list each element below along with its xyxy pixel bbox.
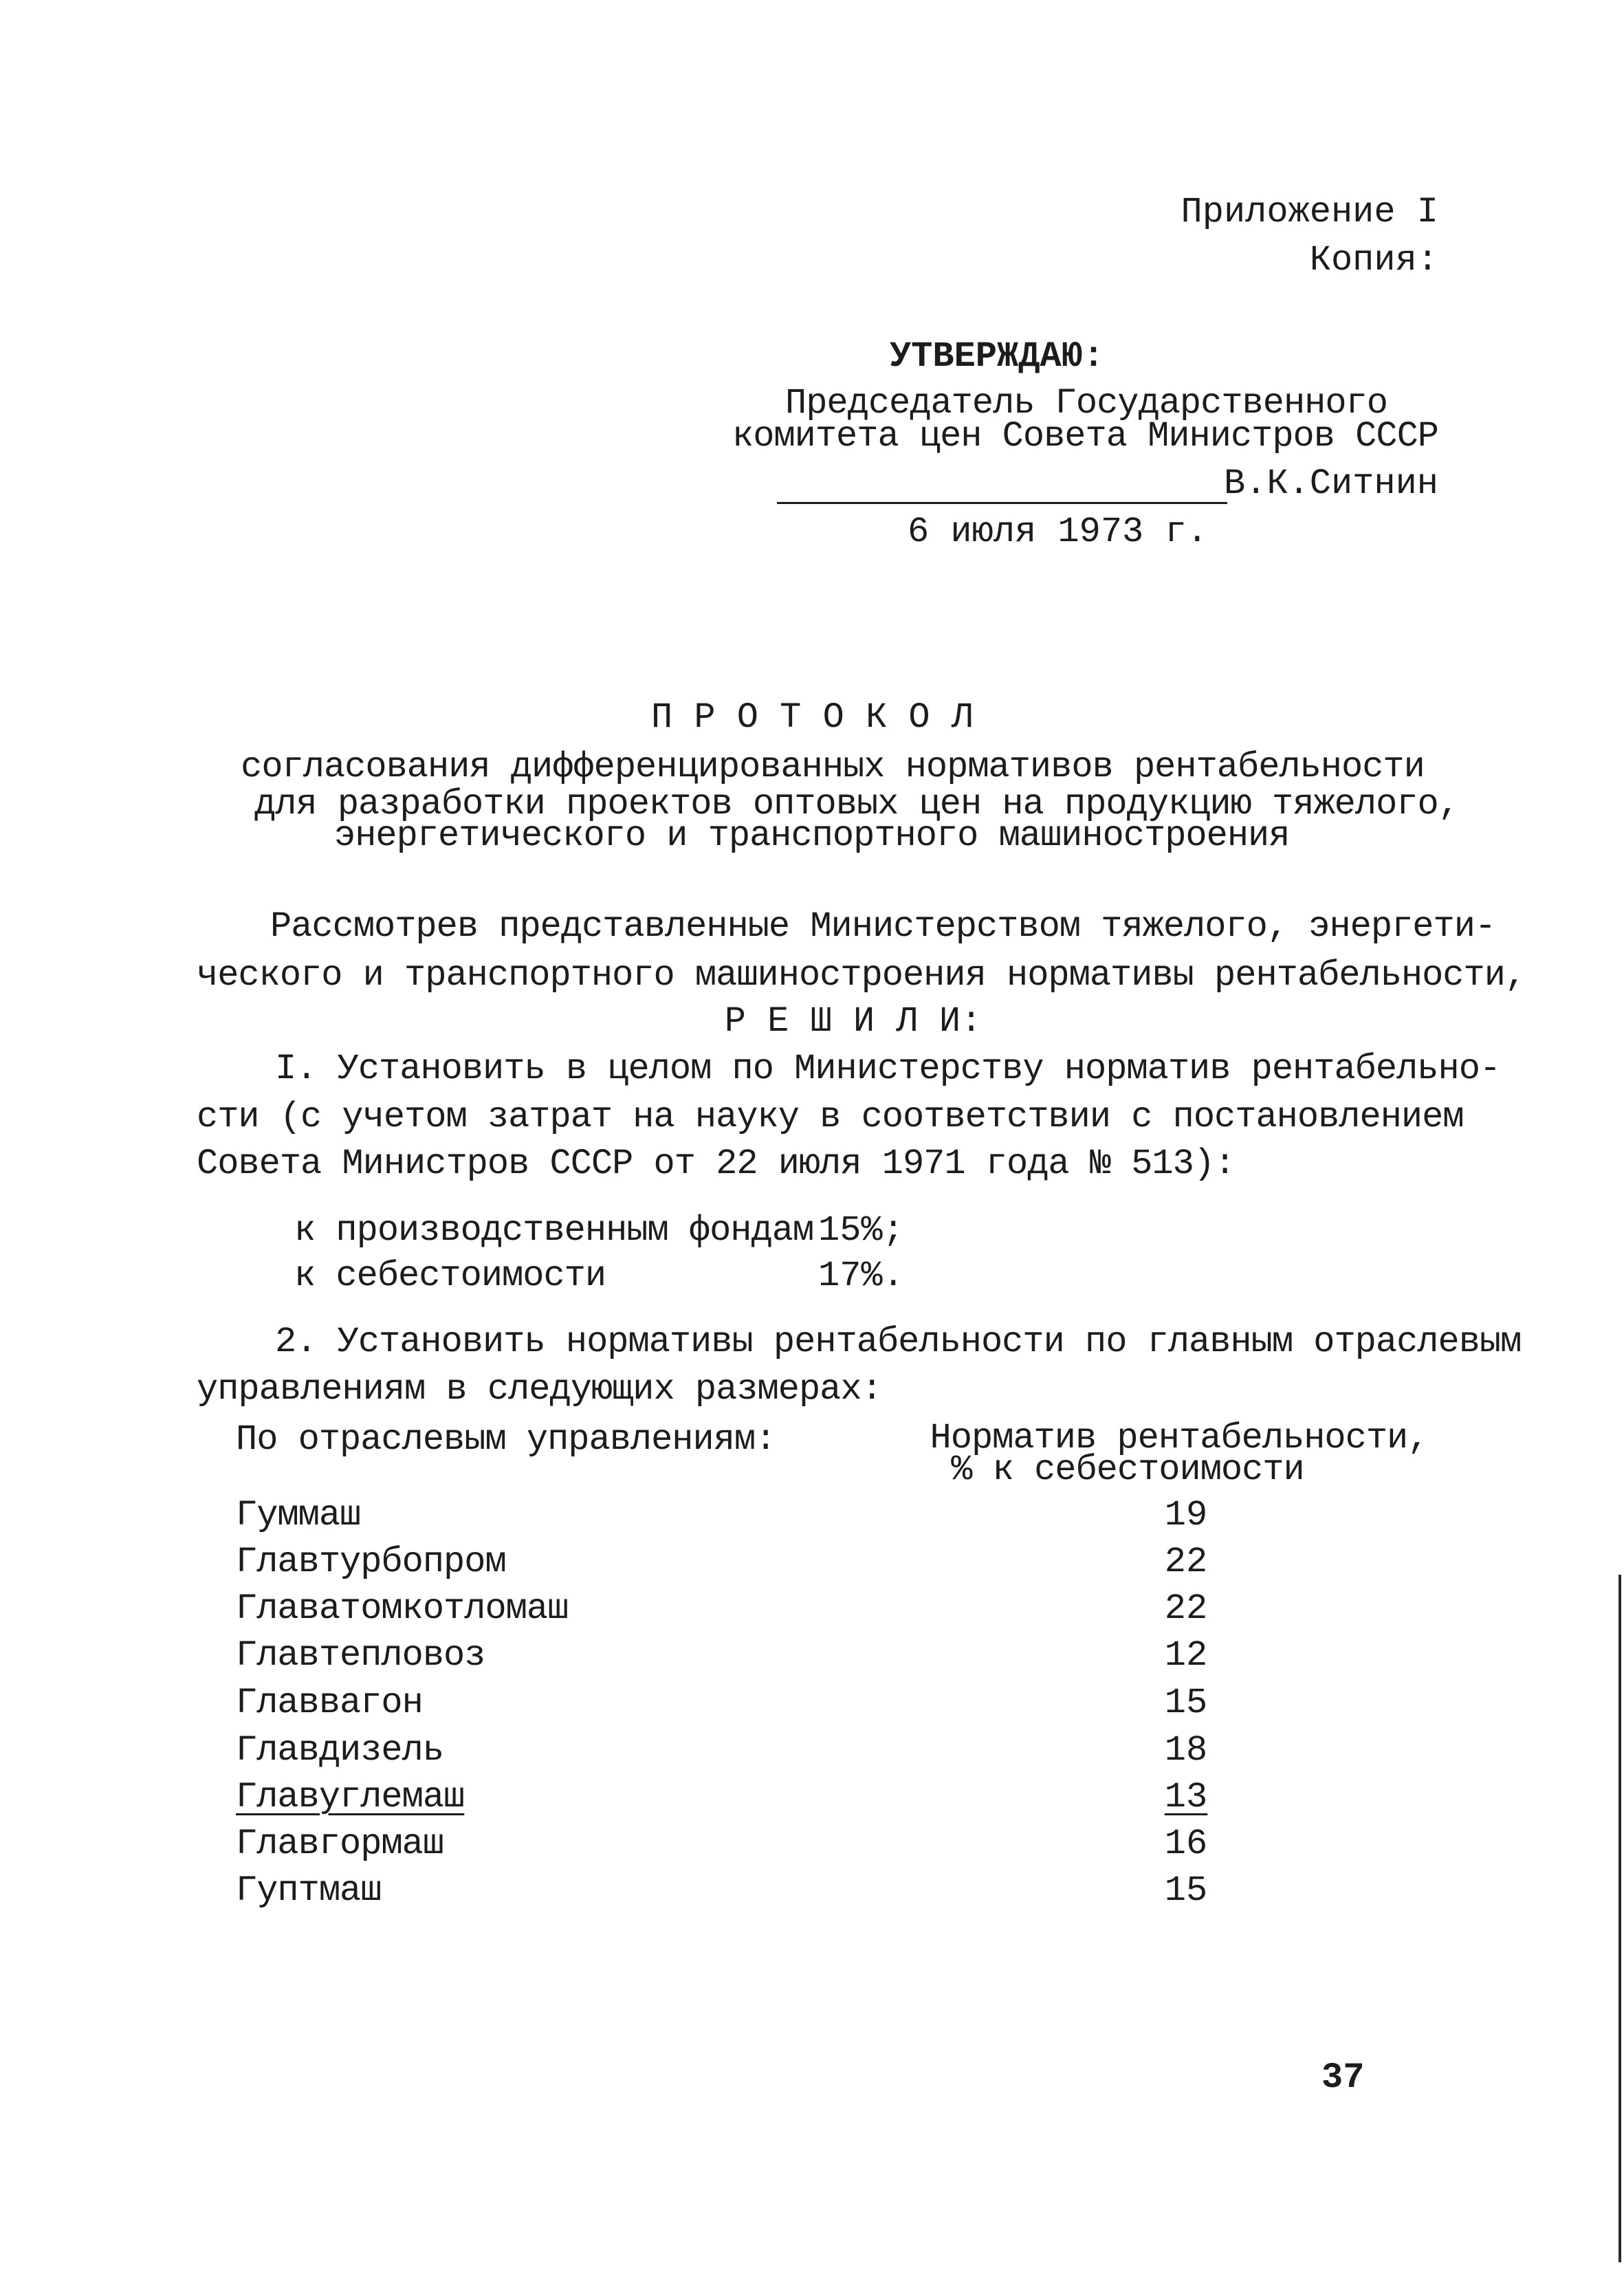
division-name: Главатомкотломаш [236, 1588, 569, 1629]
copy-mark: Копия: [1309, 240, 1438, 281]
document-subtitle-line1: согласования дифференцированных нормативов рентабельности [241, 747, 1425, 787]
norm-production-funds-value: 15%; [818, 1210, 904, 1251]
signature-line [777, 502, 1227, 504]
item1-line3: Совета Министров СССР от 22 июля 1971 года № 513): [197, 1144, 1236, 1184]
item2-line2: управлениям в следующих размерах: [197, 1369, 882, 1410]
signatory-name: В.К.Ситнин [1223, 463, 1438, 504]
division-name: Главдизель [236, 1730, 444, 1771]
division-norm-value: 18 [1164, 1730, 1208, 1771]
division-norm-value: 12 [1164, 1635, 1208, 1676]
division-norm-value: 13 [1164, 1777, 1208, 1817]
item1-line1: I. Установить в целом по Министерству норматив рентабельно- [275, 1049, 1501, 1089]
norm-cost-value: 17%. [818, 1256, 904, 1296]
document-title: П Р О Т О К О Л [650, 697, 974, 738]
scan-edge-mark [1618, 1575, 1621, 2262]
item1-line2: сти (с учетом затрат на науку в соответствии с постановлением [197, 1097, 1464, 1137]
approval-heading: УТВЕРЖДАЮ: [889, 336, 1105, 377]
division-name: Главтурбопром [236, 1542, 506, 1582]
division-norm-value: 19 [1164, 1495, 1208, 1535]
approval-date: 6 июля 1973 г. [908, 512, 1208, 552]
intro-line1: Рассмотрев представленные Министерством тяжелого, энергети- [270, 906, 1496, 947]
division-name: Гуптмаш [236, 1870, 382, 1911]
division-name: Главгормаш [236, 1824, 444, 1864]
norm-cost-label: к себестоимости [294, 1256, 606, 1296]
document-subtitle-line2: для разработки проектов оптовых цен на продукцию тяжелого, [254, 784, 1459, 824]
decided-heading: Р Е Ш И Л И: [724, 1001, 983, 1042]
page-number: 37 [1321, 2057, 1365, 2098]
approver-position-line2: комитета цен Совета Министров СССР [732, 416, 1438, 457]
intro-line2: ческого и транспортного машиностроения нормативы рентабельности, [197, 955, 1526, 996]
item2-line1: 2. Установить нормативы рентабельности по главным отраслевым [275, 1322, 1522, 1362]
division-name: Главтепловоз [236, 1635, 485, 1676]
division-name: Главуглемаш [236, 1777, 465, 1817]
table-header-norm-line2: % к себестоимости [951, 1450, 1304, 1490]
division-norm-value: 22 [1164, 1542, 1208, 1582]
document-subtitle-line3: энергетического и транспортного машиностроения [334, 816, 1290, 856]
division-norm-value: 22 [1164, 1588, 1208, 1629]
table-header-norm-line1: Норматив рентабельности, [930, 1418, 1429, 1458]
division-norm-value: 15 [1164, 1870, 1208, 1911]
appendix-label: Приложение I [1181, 192, 1438, 232]
division-name: Главвагон [236, 1683, 423, 1723]
division-name: Гуммаш [236, 1495, 361, 1535]
table-header-divisions: По отраслевым управлениям: [236, 1419, 776, 1460]
approver-position-line1: Председатель Государственного [785, 383, 1387, 424]
division-norm-value: 16 [1164, 1824, 1208, 1864]
norm-production-funds-label: к производственным фондам [294, 1210, 814, 1251]
division-norm-value: 15 [1164, 1683, 1208, 1723]
